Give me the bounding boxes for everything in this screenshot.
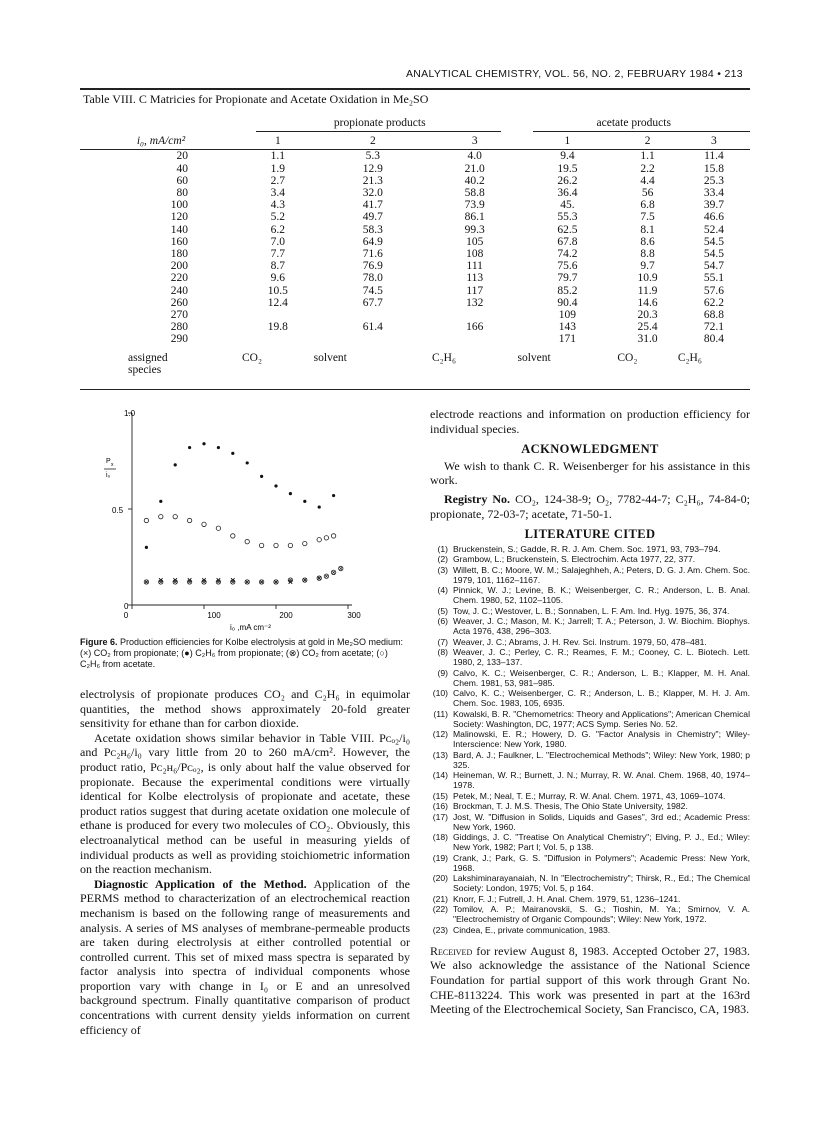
matrix-value-cell: 10.5: [267, 284, 288, 297]
right-column: [430, 407, 750, 1017]
matrix-value-cell: 111: [466, 260, 483, 273]
x-axis-label: i₀ ,mA cm⁻²: [230, 623, 271, 632]
data-point-co2-acetate: [317, 576, 321, 580]
c-matrix-table: [80, 117, 750, 376]
matrix-value-cell: 7.7: [270, 248, 286, 261]
matrix-value-cell: 72.1: [703, 321, 724, 334]
literature-heading: LITERATURE CITED: [524, 527, 656, 542]
matrix-value-cell: 31.0: [637, 333, 658, 346]
col-number: 3: [432, 132, 518, 150]
reference-item: [430, 616, 750, 636]
data-point-c2h6-acetate: [303, 541, 307, 545]
acknowledgment-heading: ACKNOWLEDGMENT: [521, 442, 659, 457]
matrix-value-cell: 25.3: [703, 174, 724, 187]
reference-number: (2): [437, 554, 448, 565]
reference-text: Giddings, J. C. "Treatise On Analytical Chemistry"; Elving, P. J., Ed.; Wiley: New York, 1982; Part I; Vol. 5, p 138.: [453, 832, 750, 853]
matrix-value-cell: 26.2: [557, 174, 578, 187]
assigned-label: assigned: [128, 351, 168, 364]
reference-number: (15): [432, 790, 448, 801]
matrix-value-cell: 54.5: [703, 248, 724, 261]
reference-number: (16): [432, 801, 448, 812]
table-body: [80, 150, 750, 346]
current-density-cell: 80: [176, 187, 188, 200]
assigned-species: solvent: [313, 351, 347, 364]
matrix-value-cell: 166: [466, 321, 484, 334]
matrix-value-cell: 10.9: [637, 272, 658, 285]
matrix-value-cell: 7.0: [270, 235, 286, 248]
data-point-c2h6-propionate: [303, 500, 306, 503]
matrix-value-cell: 58.8: [464, 187, 485, 200]
col-number: 2: [314, 132, 432, 150]
reference-number: (3): [437, 564, 448, 575]
matrix-value-cell: 2.7: [270, 174, 286, 187]
matrix-value-cell: 105: [466, 235, 484, 248]
data-point-co2-acetate: [144, 580, 148, 584]
matrix-value-cell: 14.6: [637, 296, 658, 309]
acknowledgment-text: We wish to thank C. R. Weisenberger for his assistance in this work.: [430, 458, 750, 488]
current-density-cell: 220: [170, 272, 188, 285]
matrix-value-cell: 58.3: [362, 223, 383, 236]
reference-item: [430, 873, 750, 893]
assigned-species: solvent: [517, 351, 551, 364]
matrix-value-cell: 20.3: [637, 309, 658, 322]
assigned-species: CO₂: [617, 351, 638, 364]
matrix-value-cell: 6.8: [640, 199, 655, 212]
matrix-value-cell: 143: [558, 321, 577, 334]
data-point-c2h6-propionate: [159, 500, 162, 503]
assigned-species: CO₂: [242, 351, 262, 364]
reference-number: (9): [437, 667, 448, 678]
matrix-value-cell: 90.4: [557, 296, 578, 309]
x-tick-label: 300: [347, 611, 361, 620]
reference-item: [430, 904, 750, 924]
matrix-value-cell: 61.4: [362, 321, 383, 334]
x-tick-label: 100: [207, 611, 221, 620]
received-label: Received: [430, 943, 473, 958]
data-point-c2h6-acetate: [317, 538, 321, 542]
figure-caption-text: Production efficiencies for Kolbe electrolysis at gold in Me₂SO medium: (×) CO₂ from propionate; (●) C₂H₆ from propionate; (⊗) CO₂ from acetate; (○) C₂H₆ from acetate.: [80, 637, 403, 669]
reference-item: [430, 554, 750, 564]
data-point-c2h6-acetate: [202, 522, 206, 526]
matrix-value-cell: 54.5: [703, 235, 724, 248]
matrix-value-cell: 49.7: [362, 211, 383, 224]
matrix-value-cell: [432, 309, 518, 321]
matrix-value-cell: 2.2: [640, 162, 655, 175]
left-column: [80, 687, 410, 1037]
data-point-c2h6-acetate: [159, 514, 163, 518]
matrix-value-cell: 55.1: [703, 272, 724, 285]
table-row: [80, 187, 750, 199]
table-row: [80, 224, 750, 236]
data-point-c2h6-acetate: [216, 526, 220, 530]
reference-text: Jost, W. "Diffusion in Solids, Liquids and Gases", 3rd ed.; Academic Press: New York, 1960.: [453, 811, 750, 832]
current-density-cell: 280: [170, 321, 188, 334]
matrix-value-cell: 21.0: [464, 162, 485, 175]
col-number: 2: [617, 132, 677, 150]
table-row: [80, 199, 750, 211]
reference-text: Lakshiminarayanaiah, N. In "Electrochemistry"; Thirsk, R., Ed.; The Chemical Society: London, 1975; Vol. 5, p 164.: [453, 873, 750, 894]
current-density-cell: 240: [170, 284, 188, 297]
data-point-c2h6-propionate: [289, 492, 292, 495]
data-point-c2h6-acetate: [231, 534, 235, 538]
current-density-cell: 200: [170, 260, 188, 273]
reference-text: Calvo, K. C.; Weisenberger, C. R.; Anderson, L. B.; Klapper, M. H. J. Am. Chem. Soc. 1983, 105, 6935.: [453, 688, 750, 709]
matrix-value-cell: 171: [558, 333, 577, 346]
matrix-value-cell: 73.9: [464, 199, 485, 212]
table-row: [80, 297, 750, 309]
data-point-co2-acetate: [339, 566, 343, 570]
matrix-value-cell: 71.6: [362, 248, 383, 261]
registry-text: CO₂, 124-38-9; O₂, 7782-44-7; C₂H₆, 74-84-0; propionate, 72-03-7; acetate, 71-50-1.: [430, 491, 751, 521]
paragraph-heading: Diagnostic Application of the Method.: [94, 876, 307, 891]
reference-number: (6): [437, 616, 448, 627]
matrix-value-cell: 64.9: [362, 235, 383, 248]
current-density-cell: 20: [176, 150, 188, 163]
matrix-value-cell: 80.4: [703, 333, 724, 346]
data-point-co2-acetate: [303, 578, 307, 582]
received-paragraph: [430, 944, 750, 1017]
data-point-c2h6-propionate: [231, 452, 234, 455]
matrix-value-cell: 79.7: [557, 272, 578, 285]
matrix-value-cell: [242, 333, 314, 345]
reference-item: [430, 812, 750, 832]
matrix-value-cell: 67.7: [362, 296, 383, 309]
data-point-c2h6-propionate: [188, 446, 191, 449]
data-point-c2h6-propionate: [332, 494, 335, 497]
reference-text: Petek, M.; Neal, T. E.; Murray, R. W. Anal. Chem. 1971, 43, 1069–1074.: [453, 790, 726, 801]
reference-item: [430, 647, 750, 667]
current-density-cell: 180: [170, 248, 188, 261]
matrix-value-cell: 8.7: [270, 260, 286, 273]
reference-text: Brockman, T. J. M.S. Thesis, The Ohio State University, 1982.: [453, 801, 688, 812]
col-number: 1: [517, 132, 617, 150]
registry-paragraph: [430, 492, 750, 521]
col-label-current: i₀, mA/cm²: [80, 132, 242, 150]
reference-item: [430, 770, 750, 790]
table-row: [80, 333, 750, 345]
reference-item: [430, 750, 750, 770]
group-header-propionate: propionate products: [333, 117, 426, 129]
reference-item: [430, 709, 750, 729]
matrix-value-cell: 46.6: [703, 211, 724, 224]
matrix-value-cell: 4.0: [467, 150, 482, 163]
reference-item: [430, 853, 750, 873]
matrix-value-cell: 11.4: [704, 150, 724, 163]
matrix-value-cell: 86.1: [464, 211, 485, 224]
data-point-c2h6-acetate: [173, 514, 177, 518]
matrix-value-cell: 1.9: [270, 162, 286, 175]
current-density-cell: 260: [170, 296, 188, 309]
assigned-species: C₂H₆: [677, 351, 702, 364]
col-number: 3: [678, 132, 750, 150]
matrix-value-cell: 57.6: [703, 284, 724, 297]
matrix-value-cell: 12.4: [267, 296, 288, 309]
reference-item: [430, 565, 750, 585]
reference-number: (1): [437, 543, 448, 554]
matrix-value-cell: 33.4: [703, 187, 724, 200]
matrix-value-cell: 9.6: [270, 272, 286, 285]
reference-text: Pinnick, W. J.; Levine, B. K.; Weisenberger, C. R.; Anderson, L. B. Anal. Chem. 1980, 52, 1102–1105.: [453, 585, 750, 606]
matrix-value-cell: 52.4: [703, 223, 724, 236]
matrix-value-cell: 68.8: [703, 309, 724, 322]
current-density-cell: 160: [170, 235, 188, 248]
matrix-value-cell: 9.7: [640, 260, 655, 273]
table-caption: Table VIII. C Matricies for Propionate and Acetate Oxidation in Me₂SO: [83, 92, 429, 106]
reference-number: (20): [432, 873, 448, 884]
reference-text: Bard, A. J.; Faulkner, L. "Electrochemical Methods"; Wiley: New York, 1980; p 325.: [453, 749, 750, 770]
current-density-cell: 60: [176, 174, 188, 187]
data-point-c2h6-propionate: [217, 446, 220, 449]
reference-number: (14): [432, 770, 448, 781]
header-rule: [80, 88, 750, 90]
paragraph: Acetate oxidation shows similar behavior in Table VIII. Pᴄₒ₂/i₀ and Pᴄ₂ʜ₆/i₀ vary little from 20 to 260 mA/cm². However, the product ratio, Pᴄ₂ʜ₆/Pᴄₒ₂, is only about half the value observed for propionate. Because the experimental conditions were virtually identical for Kolbe electrolysis of propionate and acetate, these product ratios suggest that during acetate oxidation one molecule of ethane is produced for every two molecules of CO₂. Obviously, this electroanalytical method can be useful in measuring yields of individual products as well as providing stoichiometric information on the reaction mechanism.: [80, 730, 410, 877]
reference-list: [430, 544, 750, 935]
matrix-value-cell: 113: [466, 272, 484, 285]
reference-number: (13): [432, 749, 448, 760]
reference-item: [430, 585, 750, 605]
paragraph: [80, 877, 410, 1038]
group-header-acetate: acetate products: [596, 117, 671, 129]
reference-text: Weaver, J. C.; Perley, C. R.; Reames, F. M.; Cooney, C. L. Biotech. Lett. 1980, 2, 133–137.: [453, 647, 750, 668]
matrix-value-cell: 8.6: [640, 235, 655, 248]
matrix-value-cell: 5.3: [365, 150, 380, 163]
col-number: 1: [242, 132, 314, 150]
reference-text: Cindea, E., private communication, 1983.: [453, 924, 611, 935]
matrix-value-cell: 21.3: [362, 174, 383, 187]
data-point-c2h6-propionate: [246, 461, 249, 464]
matrix-value-cell: 99.3: [464, 223, 485, 236]
matrix-value-cell: 67.8: [557, 235, 578, 248]
figure-caption: [80, 637, 410, 670]
table-bottom-rule: [80, 389, 750, 390]
reference-item: [430, 544, 750, 554]
table-row: [80, 272, 750, 284]
matrix-value-cell: 40.2: [464, 174, 485, 187]
reference-item: [430, 729, 750, 749]
reference-number: (12): [432, 729, 448, 740]
figure-6-plot: [80, 405, 380, 633]
reference-number: (11): [433, 708, 448, 719]
matrix-value-cell: 117: [466, 284, 484, 297]
reference-item: [430, 894, 750, 904]
reference-item: [430, 801, 750, 811]
matrix-value-cell: 54.7: [703, 260, 724, 273]
matrix-value-cell: 36.4: [557, 187, 578, 200]
data-point-c2h6-propionate: [174, 463, 177, 466]
reference-number: (4): [437, 585, 448, 596]
matrix-value-cell: 25.4: [637, 321, 658, 334]
reference-text: Kowalski, B. R. "Chemometrics: Theory and Applications"; American Chemical Society: Washington, DC, 1977; ACS Symp. Series No. 52.: [453, 708, 750, 729]
matrix-value-cell: 32.0: [362, 187, 383, 200]
y-tick-label-05: 0.5: [112, 506, 124, 515]
matrix-value-cell: 78.0: [362, 272, 383, 285]
matrix-value-cell: 76.9: [362, 260, 383, 273]
y-label-p: P: [106, 458, 111, 465]
matrix-value-cell: 5.2: [270, 211, 286, 224]
data-point-c2h6-acetate: [331, 534, 335, 538]
reference-text: Crank, J.; Park, G. S. "Diffusion in Polymers"; Academic Press: New York, 1968.: [453, 852, 750, 873]
reference-text: Calvo, K. C.; Weisenberger, C. R.; Anderson, L. B.; Klapper, M. H. Anal. Chem. 1981, 53, 981–985.: [453, 667, 750, 688]
reference-item: [430, 606, 750, 616]
reference-item: [430, 668, 750, 688]
matrix-value-cell: [432, 333, 518, 345]
current-density-cell: 120: [170, 211, 188, 224]
table-row: [80, 285, 750, 297]
matrix-value-cell: 108: [466, 248, 484, 261]
assigned-species: C₂H₆: [431, 351, 456, 364]
data-point-c2h6-propionate: [260, 475, 263, 478]
table-row: [80, 211, 750, 223]
table-row: [80, 260, 750, 272]
paragraph-text: Application of the PERMS method to characterization of an electrochemical reaction mechanism is based on the following range of measurements and analysis. A series of MS analyses of membrane-permeable products are taken during electrolysis at either controlled potential or controlled current. This set of mixed mass spectra is separated by factor analysis into spectra of individual components whose proportion vary with change in I₀ or E and an unresolved background spectrum. Finally quantitative comparison of product concentrations with current density yields information on current efficiency of: [80, 876, 410, 1037]
reference-number: (21): [432, 893, 448, 904]
reference-text: Tow, J. C.; Westover, L. B.; Sonnaben, L. F. Am. Ind. Hyg. 1975, 36, 374.: [453, 605, 730, 616]
reference-text: Weaver, J. C.; Mason, M. K.; Jarrell; T. A.; Peterson, J. W. Biochim. Biophys. Acta 1976, 438, 296–303.: [453, 616, 750, 637]
matrix-value-cell: 62.5: [557, 223, 578, 236]
matrix-value-cell: 45.: [560, 199, 575, 212]
data-point-c2h6-acetate: [288, 543, 292, 547]
matrix-value-cell: 74.5: [362, 284, 383, 297]
data-point-c2h6-propionate: [274, 484, 277, 487]
reference-item: [430, 925, 750, 935]
current-density-cell: 270: [170, 309, 188, 322]
matrix-value-cell: 7.5: [640, 211, 655, 224]
matrix-value-cell: 9.4: [560, 150, 575, 163]
matrix-value-cell: 3.4: [270, 187, 286, 200]
data-point-c2h6-propionate: [145, 546, 148, 549]
reference-number: (17): [432, 811, 448, 822]
data-point-c2h6-propionate: [318, 505, 321, 508]
data-point-co2-acetate: [324, 574, 328, 578]
data-point-c2h6-acetate: [259, 543, 263, 547]
matrix-value-cell: 12.9: [362, 162, 383, 175]
reference-number: (10): [432, 688, 448, 699]
data-point-c2h6-acetate: [245, 539, 249, 543]
paragraph: electrolysis of propionate produces CO₂ and C₂H₆ in equimolar quantities, the method shows approximately 20-fold greater sensitivity for ethane than for carbon dioxide.: [80, 687, 410, 731]
reference-text: Knorr, F. J.; Futrell, J. H. Anal. Chem. 1979, 51, 1236–1241.: [453, 893, 681, 904]
data-point-co2-acetate: [245, 580, 249, 584]
matrix-value-cell: 55.3: [557, 211, 578, 224]
current-density-cell: 40: [176, 162, 188, 175]
reference-text: Tomilov, A. P.; Mairanovskii, S. G.; Tioshin, M. Ya.; Smirnov, V. A. "Electrochemistry of Organic Compounds"; Wiley: New York, 1972.: [453, 904, 750, 925]
running-header: ANALYTICAL CHEMISTRY, VOL. 56, NO. 2, FEBRUARY 1984 • 213: [406, 68, 743, 80]
reference-item: [430, 791, 750, 801]
matrix-value-cell: 41.7: [362, 199, 383, 212]
matrix-value-cell: 11.9: [637, 284, 658, 297]
matrix-value-cell: 4.4: [640, 174, 655, 187]
matrix-value-cell: 6.2: [270, 223, 286, 236]
current-density-cell: 140: [170, 223, 188, 236]
reference-text: Grambow, L.; Bruckenstein, S. Electrochim. Acta 1977, 22, 377.: [453, 554, 696, 565]
current-density-cell: 100: [170, 199, 188, 212]
matrix-value-cell: [242, 309, 314, 321]
matrix-value-cell: 15.8: [703, 162, 724, 175]
x-tick-label: 200: [279, 611, 293, 620]
reference-text: Willett, B. C.; Moore, W. M.; Salajeghheh, A.; Peters, D. G. J. Am. Chem. Soc. 1979, 101, 1162–1167.: [453, 564, 750, 585]
reference-item: [430, 688, 750, 708]
table-row: [80, 248, 750, 260]
reference-text: Malinowski, E. R.; Howery, D. G. "Factor Analysis in Chemistry"; Wiley-Interscience: New York, 1980.: [453, 729, 750, 750]
table-row: [80, 309, 750, 321]
y-label-i0: i₀: [106, 472, 111, 479]
table-row: [80, 150, 750, 163]
reference-number: (18): [432, 832, 448, 843]
data-point-c2h6-acetate: [144, 518, 148, 522]
data-point-co2-acetate: [259, 580, 263, 584]
reference-text: Heineman, W. R.; Burnett, J. N.; Murray, R. W. Anal. Chem. 1968, 40, 1974–1978.: [453, 770, 750, 791]
matrix-value-cell: 1.1: [270, 150, 286, 163]
data-point-co2-acetate: [274, 580, 278, 584]
reference-number: (19): [432, 852, 448, 863]
y-tick-label-1: 1.0: [124, 409, 136, 418]
data-point-c2h6-acetate: [324, 536, 328, 540]
assigned-label-2: species: [128, 363, 162, 376]
registry-heading: Registry No.: [444, 491, 511, 506]
paragraph: electrode reactions and information on production efficiency for individual species.: [430, 407, 750, 436]
reference-number: (23): [432, 924, 448, 935]
matrix-value-cell: 75.6: [557, 260, 578, 273]
matrix-value-cell: 8.8: [640, 248, 655, 261]
matrix-value-cell: 109: [558, 309, 577, 322]
figure-caption-label: Figure 6.: [80, 637, 118, 647]
reference-text: Bruckenstein, S.; Gadde, R. R. J. Am. Chem. Soc. 1971, 93, 793–794.: [453, 543, 721, 554]
matrix-value-cell: 56: [641, 187, 654, 200]
reference-number: (22): [432, 904, 448, 915]
reference-item: [430, 832, 750, 852]
matrix-value-cell: 85.2: [557, 284, 578, 297]
y-tick-label-0: 0: [124, 602, 129, 611]
matrix-value-cell: 62.2: [703, 296, 724, 309]
matrix-value-cell: 4.3: [270, 199, 286, 212]
matrix-value-cell: 19.5: [557, 162, 578, 175]
matrix-value-cell: 1.1: [640, 150, 655, 163]
matrix-value-cell: 74.2: [557, 248, 578, 261]
matrix-value-cell: [314, 333, 432, 345]
reference-item: [430, 637, 750, 647]
y-label-sub: x: [111, 462, 114, 468]
reference-number: (5): [437, 605, 448, 616]
table-row: [80, 236, 750, 248]
reference-text: Weaver, J. C.; Abrams, J. H. Rev. Sci. Instrum. 1979, 50, 478–481.: [453, 636, 707, 647]
matrix-value-cell: 132: [466, 296, 484, 309]
received-text: for review August 8, 1983. Accepted October 27, 1983. We also acknowledge the assistance of the National Science Foundation for partial support of this work through Grant No. CHE-8113224. This work was presented in part at the 163rd Meeting of the Electrochemical Society, San Francisco, CA, 1983.: [430, 943, 750, 1017]
plot-marks: [144, 442, 343, 584]
table-row: [80, 321, 750, 333]
table-row: [80, 175, 750, 187]
x-tick-label: 0: [123, 611, 129, 620]
matrix-value-cell: 19.8: [267, 321, 288, 334]
data-point-c2h6-acetate: [274, 543, 278, 547]
matrix-value-cell: 39.7: [703, 199, 724, 212]
table-row: [80, 163, 750, 175]
reference-number: (7): [437, 636, 448, 647]
reference-number: (8): [437, 647, 448, 658]
matrix-value-cell: 8.1: [640, 223, 655, 236]
data-point-co2-acetate: [331, 570, 335, 574]
data-point-c2h6-propionate: [202, 442, 205, 445]
current-density-cell: 290: [170, 333, 188, 346]
data-point-c2h6-acetate: [187, 518, 191, 522]
matrix-value-cell: [314, 309, 432, 321]
